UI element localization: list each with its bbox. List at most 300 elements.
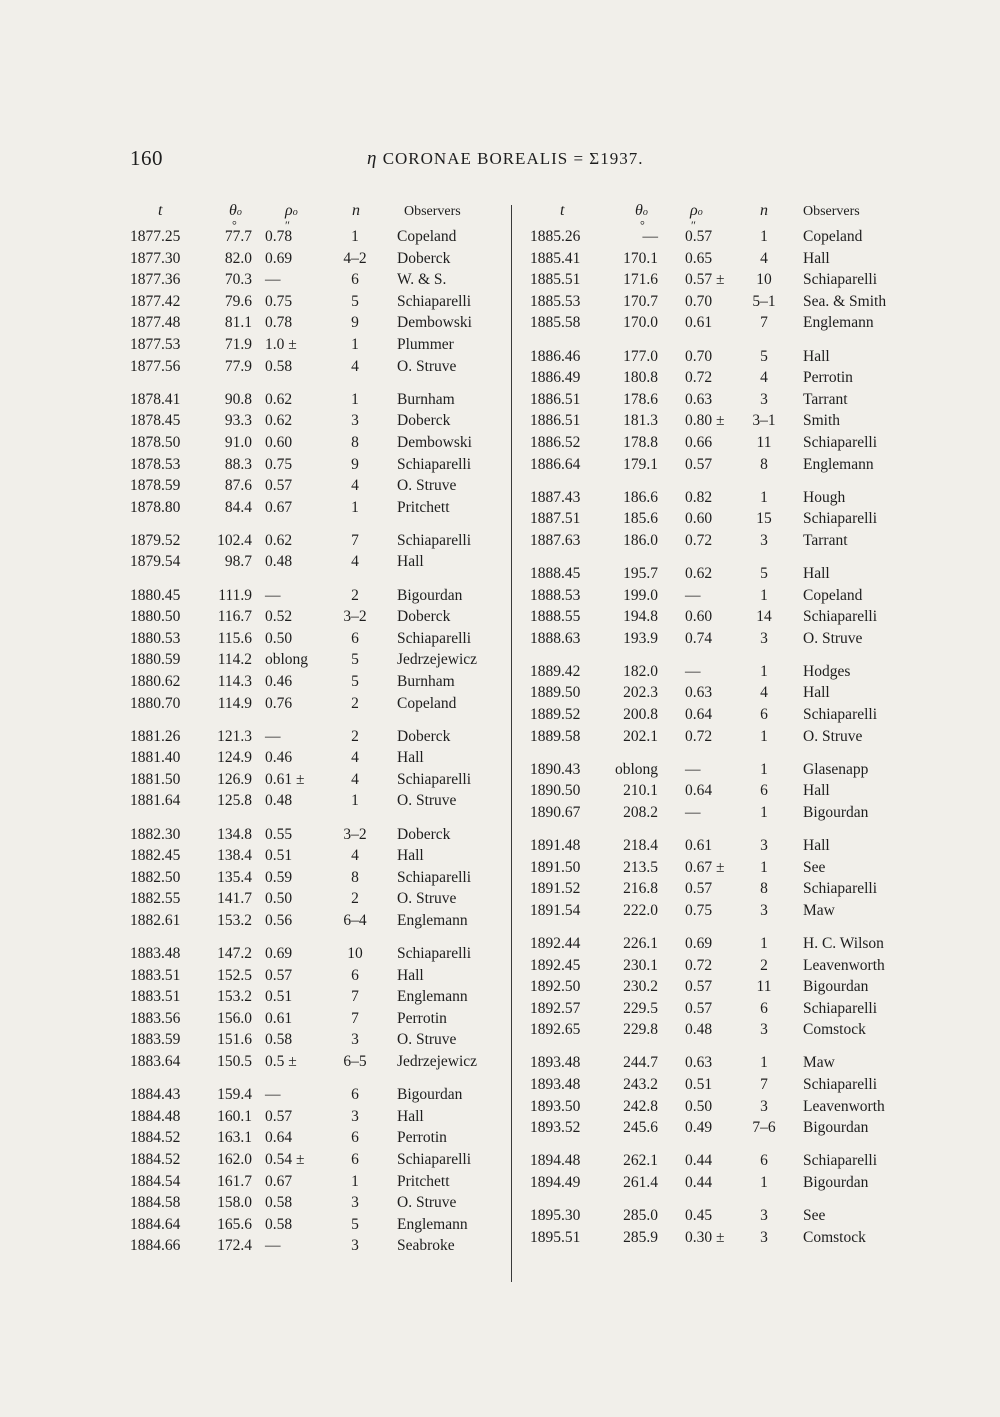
rho-cell: 0.75 — [265, 292, 293, 310]
observer-cell: Hough — [803, 488, 846, 506]
epoch-cell: 1883.64 — [130, 1053, 181, 1070]
observer-cell: W. & S. — [397, 271, 447, 289]
rho-cell: 0.58 — [265, 1031, 293, 1049]
rho-cell: 0.70 — [685, 347, 713, 365]
right-table-row — [0, 782, 1000, 804]
rho-cell: 1.0 ± — [265, 336, 297, 353]
n-cell: 1 — [760, 803, 768, 821]
n-cell: 15 — [756, 510, 772, 528]
observer-cell: Hall — [397, 847, 424, 865]
epoch-cell: 1880.62 — [130, 672, 181, 690]
observer-cell: Hodges — [803, 662, 851, 680]
n-cell: 5 — [351, 292, 359, 310]
n-cell: 9 — [351, 314, 359, 332]
epoch-cell: 1878.53 — [130, 455, 181, 473]
right-theta-unit: ° — [640, 218, 645, 232]
right-table-row — [0, 1000, 1000, 1022]
epoch-cell: 1892.45 — [530, 956, 581, 974]
rho-cell: 0.66 — [685, 433, 713, 451]
theta-cell: 170.1 — [623, 249, 658, 267]
theta-cell: 285.9 — [623, 1228, 658, 1246]
theta-cell: 242.8 — [623, 1097, 658, 1115]
n-cell: 3 — [760, 1228, 768, 1246]
rho-cell: — — [685, 803, 701, 821]
epoch-cell: 1893.48 — [530, 1076, 581, 1093]
right-header-rho: ρo — [690, 202, 703, 219]
observer-cell: O. Struve — [803, 727, 863, 745]
theta-cell: 165.6 — [217, 1215, 252, 1233]
observer-cell: O. Struve — [803, 629, 863, 647]
theta-cell: 93.3 — [224, 412, 252, 430]
epoch-cell: 1890.67 — [530, 803, 581, 821]
right-table-row — [0, 1174, 1000, 1196]
theta-cell: 115.6 — [217, 629, 252, 647]
epoch-cell: 1882.55 — [130, 890, 181, 908]
rho-cell: 0.78 — [265, 228, 293, 245]
epoch-cell: 1884.52 — [130, 1129, 181, 1147]
n-cell: 5–1 — [752, 292, 776, 310]
theta-cell: 226.1 — [623, 934, 658, 952]
epoch-cell: 1883.51 — [130, 966, 181, 984]
right-table-row — [0, 859, 1000, 881]
observer-cell: Maw — [803, 1054, 835, 1072]
rho-cell: 0.62 — [265, 531, 293, 549]
rho-cell: — — [685, 760, 701, 778]
theta-cell: 208.2 — [623, 803, 658, 821]
observer-cell: Englemann — [397, 988, 468, 1006]
n-cell: 4 — [351, 749, 359, 767]
rho-cell: — — [265, 1237, 281, 1255]
theta-cell: 153.2 — [217, 988, 252, 1006]
theta-cell: 111.9 — [218, 586, 252, 604]
right-table-row — [0, 391, 1000, 413]
observer-cell: Doberck — [397, 727, 451, 745]
rho-cell: 0.78 — [265, 314, 293, 332]
n-cell: 1 — [760, 858, 768, 876]
n-cell: 1 — [760, 1173, 768, 1191]
epoch-cell: 1892.57 — [530, 999, 581, 1017]
observer-cell: Hall — [803, 564, 830, 582]
rho-cell: 0.57 — [685, 978, 713, 996]
rho-cell: 0.48 — [265, 553, 293, 571]
theta-cell: 216.8 — [623, 880, 658, 898]
right-table-row — [0, 412, 1000, 434]
observer-cell: Leavenworth — [803, 1097, 885, 1115]
right-table-row — [0, 314, 1000, 336]
rho-cell: 0.60 — [685, 608, 713, 626]
rho-cell: 0.57 — [265, 966, 293, 984]
observer-cell: Doberck — [397, 825, 451, 843]
epoch-cell: 1877.48 — [130, 314, 181, 332]
epoch-cell: 1891.48 — [530, 837, 581, 854]
rho-cell: 0.65 — [685, 249, 713, 267]
epoch-cell: 1887.43 — [530, 488, 581, 506]
rho-cell: — — [265, 727, 281, 745]
rho-cell: 0.49 — [685, 1119, 713, 1137]
observer-cell: Pritchett — [397, 498, 450, 516]
epoch-cell: 1884.64 — [130, 1215, 181, 1233]
observer-cell: Burnham — [397, 672, 455, 690]
epoch-cell: 1895.30 — [530, 1207, 581, 1224]
right-table-row — [0, 663, 1000, 685]
right-table-row — [0, 1054, 1000, 1076]
theta-cell: 156.0 — [217, 1009, 252, 1027]
rho-cell: 0.51 — [265, 847, 293, 865]
epoch-cell: 1891.54 — [530, 901, 581, 919]
n-cell: 1 — [760, 586, 768, 604]
n-cell: 4 — [351, 553, 359, 571]
observer-cell: Doberck — [397, 412, 451, 430]
right-table-row — [0, 684, 1000, 706]
n-cell: 4 — [351, 357, 359, 375]
page-number: 160 — [130, 146, 163, 170]
right-table-row — [0, 271, 1000, 293]
n-cell: 3 — [351, 1107, 359, 1125]
n-cell: 1 — [351, 792, 359, 810]
right-table-row — [0, 935, 1000, 957]
theta-cell: 229.5 — [623, 999, 658, 1017]
rho-cell: 0.64 — [685, 782, 713, 800]
epoch-cell: 1894.49 — [530, 1173, 581, 1191]
rho-cell: — — [265, 271, 281, 289]
n-cell: 2 — [351, 890, 359, 908]
rho-cell: 0.58 — [265, 1215, 293, 1233]
observer-cell: Schiaparelli — [397, 770, 472, 788]
theta-cell: 186.0 — [623, 531, 658, 549]
observer-cell: Schiaparelli — [803, 608, 878, 626]
left-header-observers: Observers — [404, 204, 461, 219]
rho-cell: 0.63 — [685, 390, 713, 408]
epoch-cell: 1886.51 — [530, 412, 581, 430]
title-text: CORONAE BOREALIS = Σ1937. — [382, 149, 644, 168]
rho-cell: 0.70 — [685, 292, 713, 310]
right-table-row — [0, 434, 1000, 456]
right-table-row — [0, 880, 1000, 902]
theta-cell: 125.8 — [217, 792, 252, 810]
n-cell: 5 — [760, 347, 768, 365]
rho-cell: 0.57 — [685, 228, 713, 245]
theta-cell: 163.1 — [217, 1129, 252, 1147]
observer-cell: Hall — [397, 966, 424, 984]
epoch-cell: 1888.45 — [530, 564, 581, 582]
epoch-cell: 1881.40 — [130, 749, 181, 767]
theta-cell: 87.6 — [224, 477, 252, 495]
theta-cell: 222.0 — [623, 901, 658, 919]
epoch-cell: 1885.53 — [530, 292, 581, 310]
epoch-cell: 1882.50 — [130, 868, 181, 886]
rho-cell: 0.58 — [265, 1194, 293, 1212]
rho-cell: — — [265, 1086, 281, 1104]
observer-cell: Plummer — [397, 336, 454, 353]
epoch-cell: 1894.48 — [530, 1152, 581, 1170]
right-table-row — [0, 456, 1000, 478]
observer-cell: H. C. Wilson — [803, 934, 884, 952]
n-cell: 8 — [760, 455, 768, 473]
right-table-row — [0, 761, 1000, 783]
n-cell: 9 — [351, 455, 359, 473]
n-cell: 1 — [760, 727, 768, 745]
rho-cell: 0.75 — [685, 901, 713, 919]
right-table-row — [0, 532, 1000, 554]
rho-cell: 0.63 — [685, 1054, 713, 1072]
left-rho-unit: ″ — [285, 218, 290, 232]
observer-cell: Bigourdan — [803, 978, 869, 996]
rho-cell: 0.64 — [685, 706, 713, 723]
n-cell: 3–2 — [343, 825, 367, 843]
theta-cell: 158.0 — [217, 1194, 252, 1212]
rho-cell: 0.48 — [265, 792, 293, 810]
theta-cell: 185.6 — [623, 510, 658, 528]
rho-cell: 0.63 — [685, 684, 713, 702]
observer-cell: Hall — [803, 347, 830, 365]
n-cell: 3–2 — [343, 608, 367, 626]
n-cell: 4 — [351, 770, 359, 788]
epoch-cell: 1886.51 — [530, 390, 581, 408]
theta-cell: 71.9 — [224, 336, 252, 353]
rho-cell: 0.61 ± — [265, 770, 305, 788]
epoch-cell: 1888.53 — [530, 586, 581, 604]
theta-cell: 202.3 — [623, 684, 658, 702]
right-table-row — [0, 1152, 1000, 1174]
n-cell: 3 — [760, 531, 768, 549]
right-table-row — [0, 608, 1000, 630]
rho-cell: 0.69 — [685, 934, 713, 952]
theta-cell: 170.0 — [623, 314, 658, 332]
n-cell: 7 — [760, 1076, 768, 1093]
rho-cell: — — [685, 586, 701, 604]
epoch-cell: 1888.63 — [530, 629, 581, 647]
epoch-cell: 1885.51 — [530, 271, 581, 289]
observer-cell: See — [803, 858, 826, 876]
observer-cell: Dembowski — [397, 314, 472, 332]
n-cell: 6–5 — [343, 1053, 367, 1070]
theta-cell: 151.6 — [217, 1031, 252, 1049]
observer-cell: Perrotin — [397, 1129, 447, 1147]
theta-cell: 81.1 — [224, 314, 252, 332]
theta-cell: 180.8 — [623, 369, 658, 387]
right-table-row — [0, 1229, 1000, 1251]
theta-cell: 244.7 — [623, 1054, 658, 1072]
rho-cell: 0.72 — [685, 531, 713, 549]
observer-cell: Bigourdan — [803, 803, 869, 821]
theta-cell: 199.0 — [623, 586, 658, 604]
theta-cell: 178.8 — [623, 433, 658, 451]
epoch-cell: 1889.58 — [530, 727, 581, 745]
epoch-cell: 1884.58 — [130, 1194, 181, 1212]
rho-cell: 0.64 — [265, 1129, 293, 1147]
n-cell: 2 — [351, 586, 359, 604]
observer-cell: Schiaparelli — [397, 629, 472, 647]
theta-cell: 126.9 — [217, 770, 252, 788]
theta-cell: 82.0 — [224, 249, 252, 267]
theta-cell: 193.9 — [623, 629, 658, 647]
n-cell: 4 — [351, 847, 359, 865]
rho-cell: 0.57 — [685, 999, 713, 1017]
n-cell: 3 — [760, 390, 768, 408]
rho-cell: 0.76 — [265, 694, 293, 712]
observer-cell: O. Struve — [397, 1194, 457, 1212]
theta-cell: 147.2 — [217, 945, 252, 962]
n-cell: 2 — [351, 727, 359, 745]
n-cell: 5 — [760, 564, 768, 582]
epoch-cell: 1886.52 — [530, 433, 581, 451]
epoch-cell: 1877.42 — [130, 292, 181, 310]
observer-cell: See — [803, 1207, 826, 1224]
observer-cell: Glasenapp — [803, 760, 869, 778]
right-table-row — [0, 369, 1000, 391]
theta-cell: 150.5 — [217, 1053, 252, 1070]
observer-cell: O. Struve — [397, 890, 457, 908]
theta-cell: 70.3 — [224, 271, 252, 289]
rho-cell: 0.30 ± — [685, 1228, 725, 1246]
rho-cell: 0.72 — [685, 369, 713, 387]
epoch-cell: 1887.63 — [530, 531, 581, 549]
n-cell: 1 — [351, 390, 359, 408]
n-cell: 3 — [760, 629, 768, 647]
rho-cell: 0.55 — [265, 825, 293, 843]
n-cell: 6 — [760, 999, 768, 1017]
right-table-row — [0, 510, 1000, 532]
rho-cell: 0.48 — [685, 1021, 713, 1039]
epoch-cell: 1891.52 — [530, 880, 581, 898]
observer-cell: Doberck — [397, 608, 451, 626]
theta-cell: 202.1 — [623, 727, 658, 745]
epoch-cell: 1890.50 — [530, 782, 581, 800]
theta-cell: 88.3 — [224, 455, 252, 473]
epoch-cell: 1878.41 — [130, 390, 181, 408]
rho-cell: 0.46 — [265, 672, 293, 690]
n-cell: 6 — [760, 706, 768, 723]
rho-cell: — — [265, 586, 281, 604]
right-table-row — [0, 587, 1000, 609]
n-cell: 4 — [760, 249, 768, 267]
theta-cell: 171.6 — [623, 271, 658, 289]
theta-cell: 170.7 — [623, 292, 658, 310]
theta-cell: — — [642, 228, 658, 245]
theta-cell: 160.1 — [217, 1107, 252, 1125]
theta-cell: 262.1 — [623, 1152, 658, 1170]
epoch-cell: 1877.36 — [130, 271, 181, 289]
epoch-cell: 1889.52 — [530, 706, 581, 723]
n-cell: 3 — [351, 412, 359, 430]
observer-cell: Englemann — [803, 314, 874, 332]
n-cell: 8 — [351, 868, 359, 886]
observer-cell: Hall — [803, 684, 830, 702]
rho-cell: 0.50 — [685, 1097, 713, 1115]
observer-cell: Hall — [397, 553, 424, 571]
observer-cell: Tarrant — [803, 390, 848, 408]
n-cell: 6 — [351, 1150, 359, 1168]
theta-cell: 152.5 — [217, 966, 252, 984]
right-table-row — [0, 293, 1000, 315]
rho-cell: 0.72 — [685, 727, 713, 745]
theta-cell: 218.4 — [623, 837, 658, 854]
theta-cell: 114.3 — [217, 672, 252, 690]
epoch-cell: 1887.51 — [530, 510, 581, 528]
n-cell: 6 — [351, 1129, 359, 1147]
theta-cell: 134.8 — [217, 825, 252, 843]
n-cell: 5 — [351, 651, 359, 669]
rho-cell: 0.58 — [265, 357, 293, 375]
rho-cell: 0.59 — [265, 868, 293, 886]
theta-cell: 91.0 — [224, 433, 252, 451]
rho-cell: 0.61 — [685, 837, 713, 854]
theta-cell: 177.0 — [623, 347, 658, 365]
observer-cell: Leavenworth — [803, 956, 885, 974]
rho-cell: 0.51 — [685, 1076, 713, 1093]
observer-cell: O. Struve — [397, 357, 457, 375]
right-header-n: n — [760, 202, 768, 219]
theta-cell: 90.8 — [224, 390, 252, 408]
rho-cell: 0.69 — [265, 249, 293, 267]
observer-cell: Smith — [803, 412, 841, 430]
rho-cell: 0.57 — [265, 1107, 293, 1125]
epoch-cell: 1881.64 — [130, 792, 181, 810]
right-table-row — [0, 902, 1000, 924]
n-cell: 3–1 — [752, 412, 776, 430]
epoch-cell: 1893.52 — [530, 1119, 581, 1137]
theta-cell: 161.7 — [217, 1172, 252, 1190]
rho-cell: 0.72 — [685, 956, 713, 974]
running-title — [367, 148, 643, 170]
observer-cell: Seabroke — [397, 1237, 455, 1255]
rho-cell: 0.60 — [265, 433, 293, 451]
n-cell: 6 — [760, 1152, 768, 1170]
observer-cell: Schiaparelli — [803, 999, 878, 1017]
n-cell: 5 — [351, 672, 359, 690]
n-cell: 5 — [351, 1215, 359, 1233]
rho-cell: 0.50 — [265, 890, 293, 908]
theta-cell: 153.2 — [217, 911, 252, 929]
n-cell: 3 — [760, 1097, 768, 1115]
observer-cell: Bigourdan — [803, 1173, 869, 1191]
epoch-cell: 1879.52 — [130, 531, 181, 549]
right-table-row — [0, 1119, 1000, 1141]
epoch-cell: 1884.43 — [130, 1086, 181, 1104]
theta-cell: 141.7 — [217, 890, 252, 908]
n-cell: 1 — [351, 1172, 359, 1190]
rho-cell: 0.57 — [265, 477, 293, 495]
n-cell: 3 — [351, 1237, 359, 1255]
epoch-cell: 1878.45 — [130, 412, 181, 430]
n-cell: 7 — [351, 531, 359, 549]
observer-cell: Schiaparelli — [803, 271, 878, 289]
left-header-rho: ρo — [285, 202, 298, 219]
n-cell: 1 — [760, 1054, 768, 1072]
rho-cell: 0.62 — [685, 564, 713, 582]
observer-cell: Bigourdan — [803, 1119, 869, 1137]
n-cell: 11 — [756, 978, 772, 996]
observer-cell: Schiaparelli — [397, 868, 472, 886]
left-header-t: t — [158, 202, 163, 219]
epoch-cell: 1886.64 — [530, 455, 581, 473]
epoch-cell: 1878.50 — [130, 433, 181, 451]
observer-cell: Jedrzejewicz — [397, 651, 478, 669]
theta-cell: 210.1 — [623, 782, 658, 800]
theta-cell: 135.4 — [217, 868, 252, 886]
observer-cell: Jedrzejewicz — [397, 1053, 478, 1070]
epoch-cell: 1885.26 — [530, 228, 581, 245]
theta-cell: 261.4 — [623, 1173, 658, 1191]
n-cell: 6 — [351, 1086, 359, 1104]
rho-cell: 0.46 — [265, 749, 293, 767]
observer-cell: Dembowski — [397, 433, 472, 451]
observer-cell: O. Struve — [397, 792, 457, 810]
n-cell: 1 — [760, 228, 768, 245]
epoch-cell: 1891.50 — [530, 858, 581, 876]
right-rho-unit: ″ — [691, 218, 696, 232]
epoch-cell: 1893.50 — [530, 1097, 581, 1115]
